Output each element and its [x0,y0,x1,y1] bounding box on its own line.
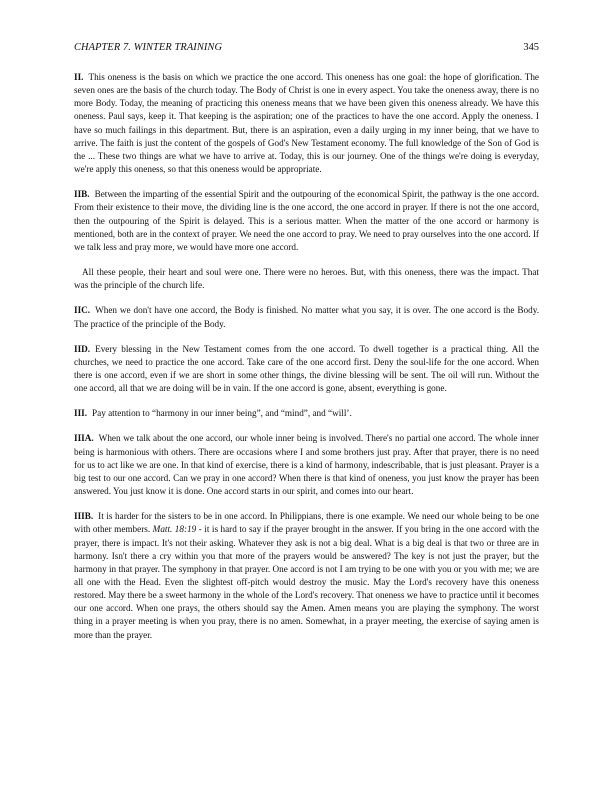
paragraph-iid [74,343,539,396]
section-label: IIB. [74,189,90,200]
paragraph-ii [74,71,539,176]
paragraph-text: It is harder for the sisters to be in one accord. In Philippians, there is one example. We need our whole being to be one with other members. [74,511,539,535]
paragraph-text: Between the imparting of the essential Spirit and the outpouring of the economical Spirit, the pathway is the one accord. From their existence to their move, the dividing line is the one accord, the one accord in prayer. If there is not the one accord, then the outpouring of the Spirit is delayed. This is a serious matter. When the matter of the one accord or harmony is mentioned, both are in the context of prayer. We need the one accord to pray. We need to pray ourselves into the one accord. If we talk less and pray more, we would have more one accord. [74,189,539,252]
paragraph-text: When we don't have one accord, the Body is finished. No matter what you say, it is over. The one accord is the Body. The practice of the principle of the Body. [74,305,539,329]
paragraph-text: Pay attention to “harmony in our inner being”, and “mind”, and “will’. [92,408,352,419]
paragraph-iib [74,188,539,254]
page-number: 345 [523,42,539,53]
paragraph-text: Every blessing in the New Testament comes from the one accord. To dwell together is a practical thing. All the churches, we need to practice the one accord. Take care of the one accord first. Deny the soul-life for the one accord. When there is one accord, even if we are short in some other things, the divine blessing will be sent. The oil will run. Without the one accord, all that we are doing will be in vain. If the one accord is gone, absent, everything is gone. [74,343,539,394]
running-header [74,42,539,56]
paragraph-unlabeled [74,266,539,292]
scripture-reference: Matt. 18:19 [152,524,197,535]
paragraph-text: When we talk about the one accord, our whole inner being is involved. There's no partial one accord. The whole inner being is harmonious with others. There are occasions where I and some brothers just pray. After that prayer, there is no need for us to act like we are one. In that kind of exercise, there is a kind of harmony, indescribable, that is just pleasant. Prayer is a big test to our one accord. Can we pray in one accord? When there is that kind of oneness, you just know the prayer has been answered. You just know it is done. One accord starts in our spirit, and comes into our heart. [74,433,539,497]
section-label: IIC. [74,305,91,316]
paragraph-text: - it is hard to say if the prayer brought in the answer. If you bring in the one accord with the prayer, there is impact. It's not their asking. Whatever they ask is not a big deal. What is a big deal is that two or three are in harmony. Isn't there a cry within you that more of the prayers would be answered? The key is not just the prayer, but the harmony in that prayer. The symphony in that prayer. One accord is not I am trying to be one with you or you with me; we are all one with the Head. Even the slightest off-pitch would destroy the music. May the Lord's recovery have this oneness restored. May there be a sweet harmony in the whole of the Lord's recovery. That oneness we have to practice until it becomes our one accord. When one prays, the others should say the Amen. Amen means you are playing the symphony. The worst thing in a prayer meeting is when you pray, there is no amen. Somewhat, in a prayer meeting, the exercise of saying amen is more than the prayer. [74,524,540,640]
paragraph-iiib [74,510,539,642]
section-label: IIIB. [74,511,94,522]
paragraph-text: All these people, their heart and soul were one. There were no heroes. But, with this oneness, there was the impact. That was the principle of the church life. [74,267,539,291]
section-label: II. [74,72,84,82]
section-label: IID. [74,343,91,354]
chapter-title: CHAPTER 7. WINTER TRAINING [74,42,223,53]
paragraph-iii [74,407,539,420]
paragraph-iic [74,304,539,330]
document-page [74,42,539,654]
section-label: III. [74,408,88,419]
section-label: IIIA. [74,433,94,444]
paragraph-text: This oneness is the basis on which we practice the one accord. This oneness has one goal: the hope of glorification. The seven ones are the basis of the church today. The Body of Christ is one in every aspect. You take the oneness away, there is no more Body. Today, the meaning of practicing this oneness means that we have been given this oneness already. We have this oneness. Paul says, keep it. That keeping is the aspiration; one of the practices to have the one accord. Apply the oneness. I have so much failings in this department. But, there is an aspiration, even a daily urging in my inner being, that we have to arrive. The faith is just the content of the gospels of God's New Testament economy. The full knowledge of the Son of God is the ... These two things are what we have to arrive at. Today, this is our journey. One of the things we're doing is everyday, we're apply this oneness, so that this oneness would be appropriate. [74,72,539,175]
paragraph-iiia [74,432,539,498]
